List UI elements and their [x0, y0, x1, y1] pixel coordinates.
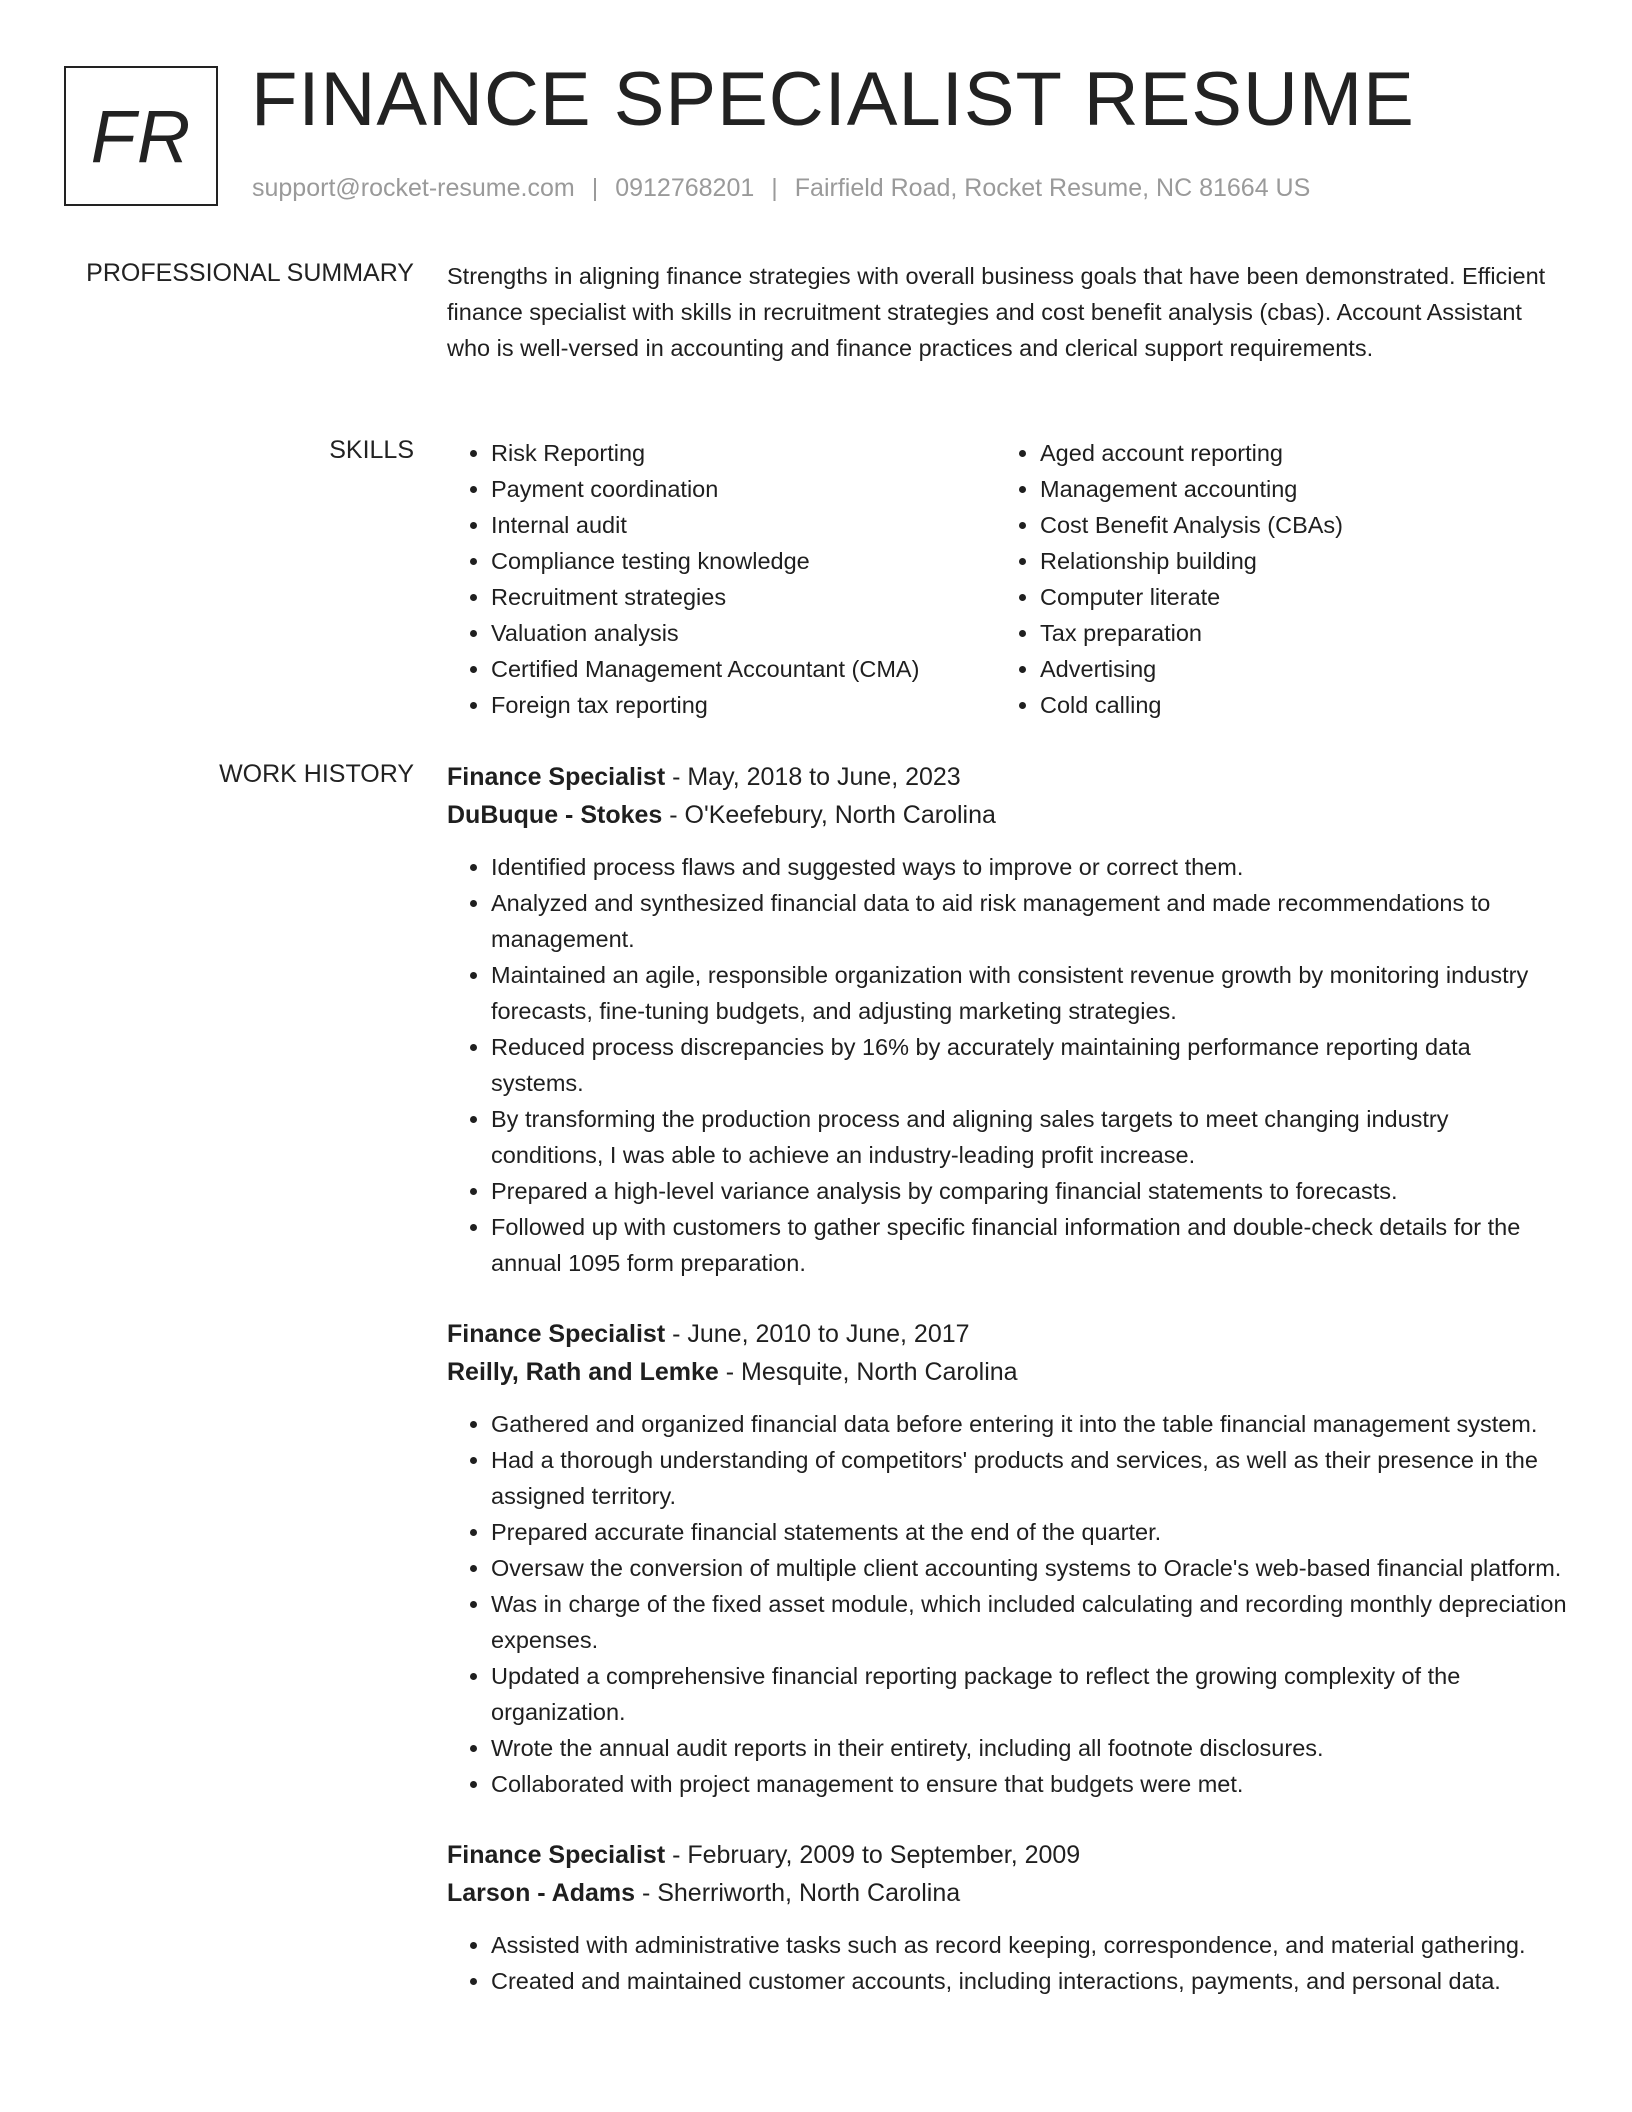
- list-item: • Collaborated with project management to ensure that budgets were met.: [491, 1766, 1567, 1802]
- job-title: Finance Specialist: [447, 1320, 666, 1348]
- job-dates: - May, 2018 to June, 2023: [665, 763, 961, 791]
- job-title-line: [447, 1315, 1567, 1353]
- list-item: • Cost Benefit Analysis (CBAs): [1040, 507, 1343, 543]
- contact-separator: |: [771, 174, 778, 202]
- work-history-heading: WORK HISTORY: [219, 760, 414, 788]
- list-item: • Cold calling: [1040, 687, 1343, 723]
- list-item: • Followed up with customers to gather specific financial information and double-check details for the annual 1095 form preparation.: [491, 1209, 1567, 1281]
- skills-list-left: [447, 435, 996, 723]
- list-item: • Was in charge of the fixed asset module, which included calculating and recording monthly depreciation expenses.: [491, 1586, 1567, 1658]
- job-company: Larson - Adams: [447, 1879, 636, 1907]
- job-location: - O'Keefebury, North Carolina: [662, 801, 996, 829]
- list-item: • Prepared accurate financial statements at the end of the quarter.: [491, 1514, 1567, 1550]
- list-item: • Updated a comprehensive financial reporting package to reflect the growing complexity of the organization.: [491, 1658, 1567, 1730]
- contact-phone: 0912768201: [615, 174, 755, 202]
- work-history-content: [447, 758, 1567, 2033]
- list-item: • Assisted with administrative tasks such as record keeping, correspondence, and material gathering.: [491, 1927, 1567, 1963]
- summary-content: [447, 258, 1567, 366]
- job-bullets: [447, 1927, 1567, 1999]
- list-item: • Gathered and organized financial data before entering it into the table financial management system.: [491, 1406, 1567, 1442]
- job-company: DuBuque - Stokes: [447, 801, 663, 829]
- list-item: • Oversaw the conversion of multiple client accounting systems to Oracle's web-based financial platform.: [491, 1550, 1567, 1586]
- list-item: • Analyzed and synthesized financial data to aid risk management and made recommendations to management.: [491, 885, 1567, 957]
- page-title: FINANCE SPECIALIST RESUME: [251, 57, 1415, 142]
- list-item: • Relationship building: [1040, 543, 1343, 579]
- job-company-line: [447, 796, 1567, 834]
- job-entry: [447, 758, 1567, 1281]
- list-item: • Reduced process discrepancies by 16% by accurately maintaining performance reporting data systems.: [491, 1029, 1567, 1101]
- list-item: • Prepared a high-level variance analysis by comparing financial statements to forecasts.: [491, 1173, 1567, 1209]
- list-item: • Recruitment strategies: [491, 579, 996, 615]
- list-item: • Compliance testing knowledge: [491, 543, 996, 579]
- list-item: • Payment coordination: [491, 471, 996, 507]
- list-item: • Had a thorough understanding of competitors' products and services, as well as their presence in the assigned territory.: [491, 1442, 1567, 1514]
- contact-line: [252, 174, 1310, 203]
- summary-heading: PROFESSIONAL SUMMARY: [86, 259, 414, 287]
- list-item: • Foreign tax reporting: [491, 687, 996, 723]
- job-entry: [447, 1836, 1567, 1999]
- list-item: • Computer literate: [1040, 579, 1343, 615]
- job-company: Reilly, Rath and Lemke: [447, 1358, 719, 1386]
- job-dates: - February, 2009 to September, 2009: [665, 1841, 1081, 1869]
- list-item: • Aged account reporting: [1040, 435, 1343, 471]
- skills-heading: SKILLS: [329, 436, 414, 464]
- skills-columns: [447, 435, 1567, 723]
- job-bullets: [447, 849, 1567, 1281]
- job-title: Finance Specialist: [447, 763, 666, 791]
- contact-separator: |: [591, 174, 599, 202]
- job-location: - Mesquite, North Carolina: [718, 1358, 1018, 1386]
- job-entry: [447, 1315, 1567, 1802]
- list-item: • Valuation analysis: [491, 615, 996, 651]
- job-company-line: [447, 1874, 1567, 1912]
- skills-list-right: [996, 435, 1343, 723]
- list-item: • Management accounting: [1040, 471, 1343, 507]
- monogram-logo: FR: [64, 66, 218, 206]
- job-title-line: [447, 1836, 1567, 1874]
- list-item: • Certified Management Accountant (CMA): [491, 651, 996, 687]
- list-item: • By transforming the production process and aligning sales targets to meet changing industry conditions, I was able to achieve an industry-leading profit increase.: [491, 1101, 1567, 1173]
- contact-address: Fairfield Road, Rocket Resume, NC 81664 US: [794, 174, 1311, 202]
- job-title-line: [447, 758, 1567, 796]
- list-item: • Wrote the annual audit reports in their entirety, including all footnote disclosures.: [491, 1730, 1567, 1766]
- job-bullets: [447, 1406, 1567, 1802]
- list-item: • Identified process flaws and suggested ways to improve or correct them.: [491, 849, 1567, 885]
- job-dates: - June, 2010 to June, 2017: [665, 1320, 970, 1348]
- list-item: • Created and maintained customer accounts, including interactions, payments, and personal data.: [491, 1963, 1567, 1999]
- list-item: • Internal audit: [491, 507, 996, 543]
- list-item: • Maintained an agile, responsible organization with consistent revenue growth by monitoring industry forecasts, fine-tuning budgets, and adjusting marketing strategies.: [491, 957, 1567, 1029]
- job-location: - Sherriworth, North Carolina: [635, 1879, 961, 1907]
- list-item: • Advertising: [1040, 651, 1343, 687]
- skills-content: [447, 435, 1567, 723]
- job-company-line: [447, 1353, 1567, 1391]
- summary-text: Strengths in aligning finance strategies with overall business goals that have been demonstrated. Efficient finance specialist with skills in recruitment strategies and cost benefit analysis (cbas). Account Assistant who is well-versed in accounting and finance practices and clerical support requirements.: [447, 263, 1546, 361]
- job-title: Finance Specialist: [447, 1841, 666, 1869]
- contact-email: support@rocket-resume.com: [252, 174, 575, 202]
- list-item: • Risk Reporting: [491, 435, 996, 471]
- list-item: • Tax preparation: [1040, 615, 1343, 651]
